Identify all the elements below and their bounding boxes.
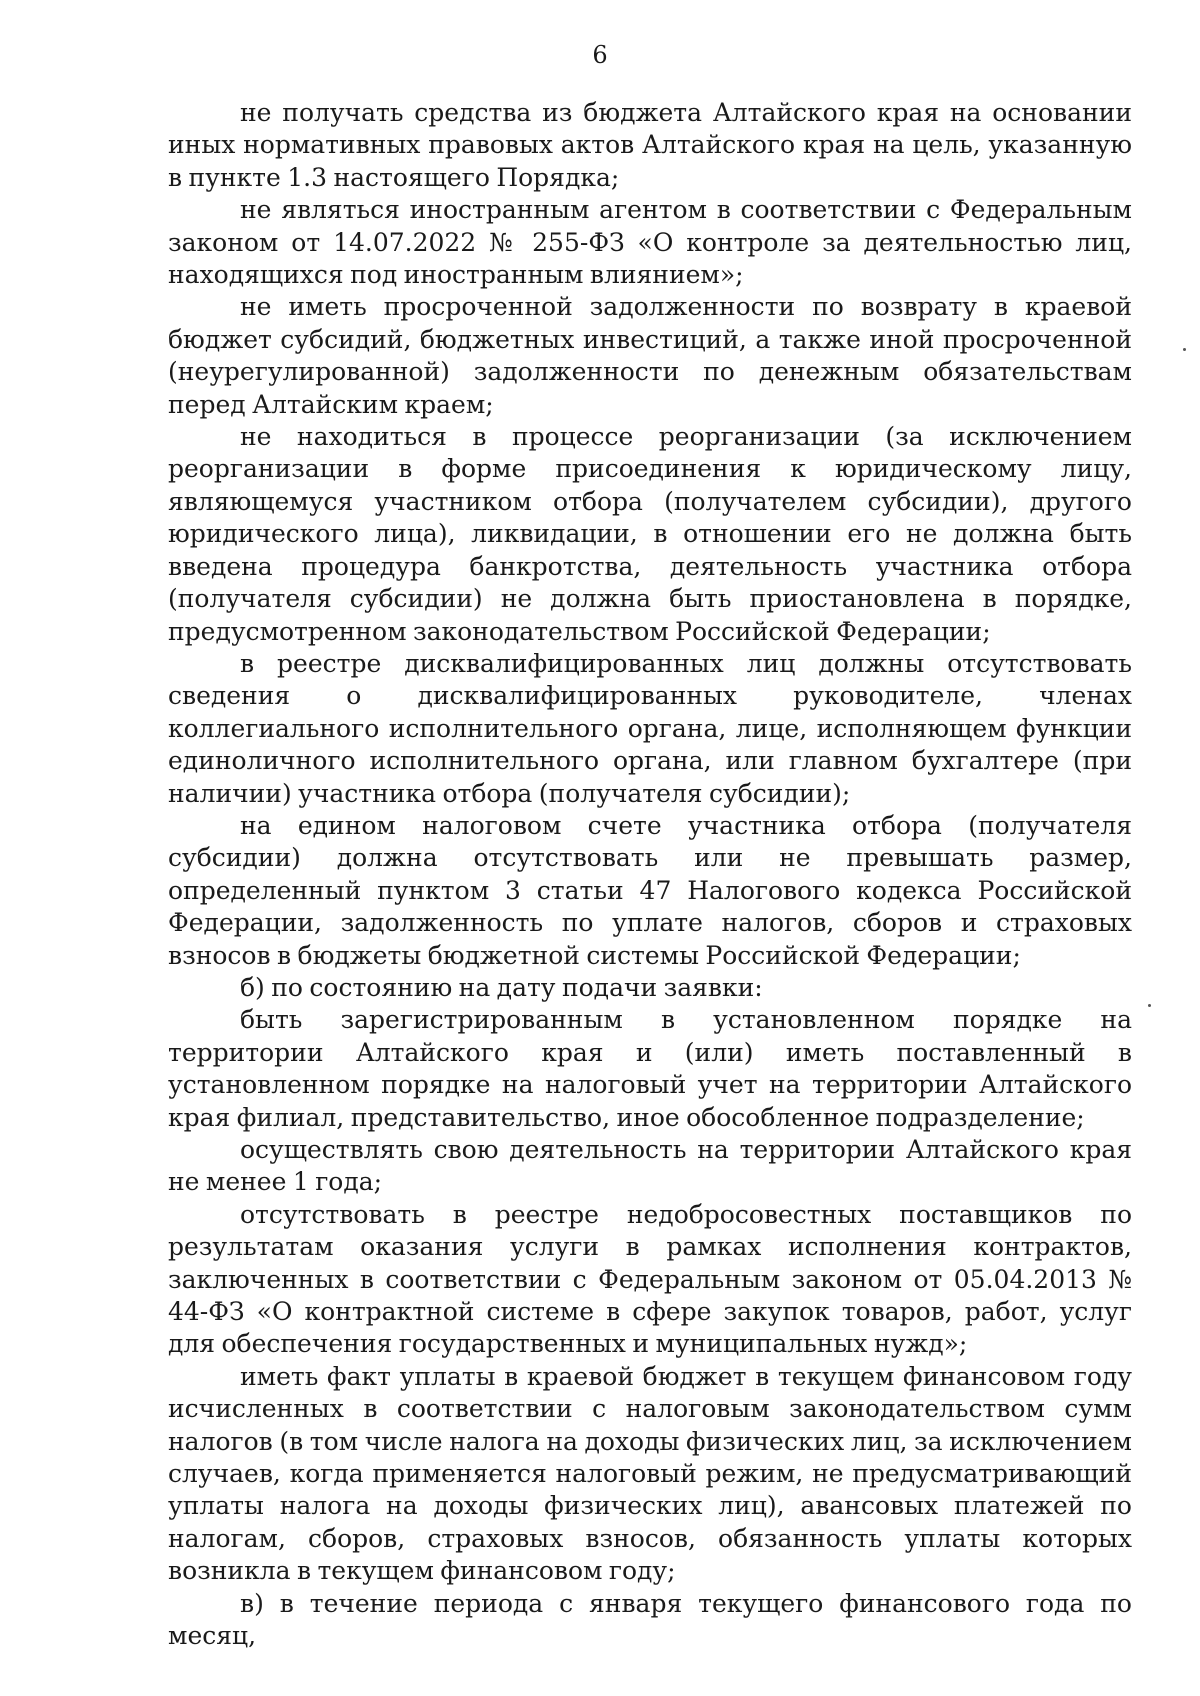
scan-speck xyxy=(1148,1004,1151,1007)
paragraph: не являться иностранным агентом в соответствии с Федеральным законом от 14.07.2022 № 255-ФЗ «О контроле за деятельностью лиц, находящихся под иностранным влиянием»; xyxy=(168,195,1132,290)
paragraph: б) по состоянию на дату подачи заявки: xyxy=(240,972,763,1002)
paragraph: не получать средства из бюджета Алтайского края на основании иных нормативных правовых актов Алтайского края на цель, указанную в пункте 1.3 настоящего Порядка; xyxy=(168,98,1132,192)
paragraph: отсутствовать в реестре недобросовестных поставщиков по результатам оказания услуги в рамках исполнения контрактов, заключенных в соответствии с Федеральным законом от 05.04.2013 № 44-ФЗ «О контрактной системе в сфере закупок товаров, работ, услуг для обеспечения государственных и муниципальных нужд»; xyxy=(168,1199,1132,1359)
page-number: 6 xyxy=(592,41,608,69)
document-body xyxy=(168,97,1132,1653)
paragraph: быть зарегистрированным в установленном порядке на территории Алтайского края и (или) иметь поставленный в установленном порядке на налоговый учет на территории Алтайского края филиал, представительство, иное обособленное подразделение; xyxy=(168,1005,1132,1132)
paragraph-last: в) в течение периода с января текущего финансового года по месяц, xyxy=(168,1588,1132,1651)
scan-speck xyxy=(1183,348,1186,351)
paragraph: на едином налоговом счете участника отбора (получателя субсидии) должна отсутствовать или не превышать размер, определенный пунктом 3 статьи 47 Налогового кодекса Российской Федерации, задолженность по уплате налогов, сборов и страховых взносов в бюджеты бюджетной системы Российской Федерации; xyxy=(168,810,1132,970)
paragraph: в реестре дисквалифицированных лиц должны отсутствовать сведения о дисквалифицированных руководителе, членах коллегиального исполнительного органа, лице, исполняющем функции единоличного исполнительного органа, или главном бухгалтере (при наличии) участника отбора (получателя субсидии); xyxy=(168,648,1132,808)
paragraph: не иметь просроченной задолженности по возврату в краевой бюджет субсидий, бюджетных инвестиций, а также иной просроченной (неурегулированной) задолженности по денежным обязательствам перед Алтайским краем; xyxy=(168,292,1132,419)
paragraph: иметь факт уплаты в краевой бюджет в текущем финансовом году исчисленных в соответствии с налоговым законодательством сумм налогов (в том числе налога на доходы физических лиц, за исключением случаев, когда применяется налоговый режим, не предусматривающий уплаты налога на доходы физических лиц), авансовых платежей по налогам, сборов, страховых взносов, обязанность уплаты которых возникла в текущем финансовом году; xyxy=(168,1361,1132,1586)
paragraph: не находиться в процессе реорганизации (за исключением реорганизации в форме присоединения к юридическому лицу, являющемуся участником отбора (получателем субсидии), другого юридического лица), ликвидации, в отношении его не должна быть введена процедура банкротства, деятельность участника отбора (получателя субсидии) не должна быть приостановлена в порядке, предусмотренном законодательством Российской Федерации; xyxy=(168,422,1132,646)
paragraph: осуществлять свою деятельность на территории Алтайского края не менее 1 года; xyxy=(168,1135,1132,1197)
